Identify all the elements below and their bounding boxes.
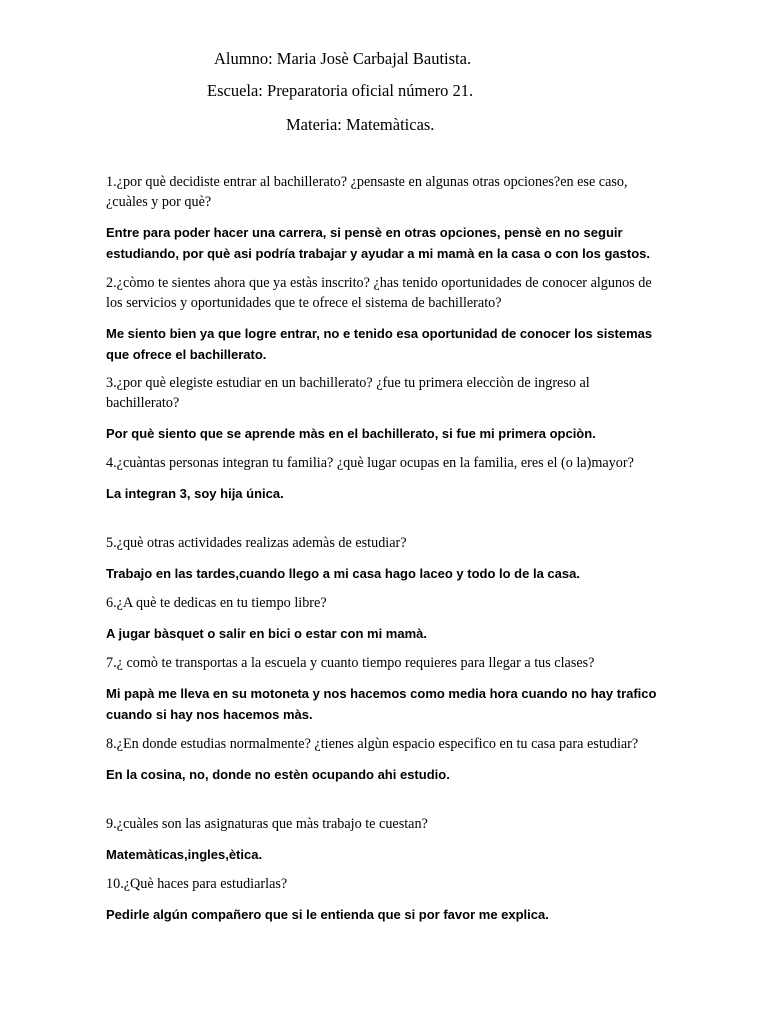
qa-item-4 [106,453,666,504]
question-9: 9.¿cuàles son las asignaturas que màs trabajo te cuestan? [106,816,428,832]
question-5: 5.¿què otras actividades realizas ademàs de estudiar? [106,535,407,551]
answer-3: Por què siento que se aprende màs en el bachillerato, si fue mi primera opciòn. [106,426,596,441]
qa-item-8 [106,734,666,785]
qa-item-1 [106,172,666,264]
qa-item-3 [106,373,666,444]
qa-item-10 [106,874,666,925]
answer-4: La integran 3, soy hija única. [106,486,284,501]
answer-8: En la cosina, no, donde no estèn ocupando ahi estudio. [106,767,450,782]
answer-1: Entre para poder hacer una carrera, si pensè en otras opciones, pensè en no seguir estudiando, por què asi podría trabajar y ayudar a mi mamà en la casa o con los gastos. [106,225,651,261]
question-8: 8.¿En donde estudias normalmente? ¿tienes algùn espacio especifico en tu casa para estudiar? [106,736,639,752]
subject-name: Materia: Matemàticas. [286,115,435,134]
question-10: 10.¿Què haces para estudiarlas? [106,876,288,892]
answer-9: Matemàticas,ingles,ètica. [106,847,263,862]
qa-item-5 [106,533,666,584]
qa-item-6 [106,593,666,644]
school-name: Escuela: Preparatoria oficial número 21. [207,81,474,100]
qa-item-9 [106,814,666,865]
question-1: 1.¿por què decidiste entrar al bachillerato? ¿pensaste en algunas otras opciones?en ese caso, ¿cuàles y por què? [106,174,628,210]
answer-10: Pedirle algún compañero que si le entienda que si por favor me explica. [106,907,549,922]
qa-item-2 [106,273,666,365]
answer-5: Trabajo en las tardes,cuando llego a mi casa hago laceo y todo lo de la casa. [106,566,580,581]
question-2: 2.¿còmo te sientes ahora que ya estàs inscrito? ¿has tenido oportunidades de conocer algunos de los servicios y oportunidades que te ofrece el sistema de bachillerato? [106,275,652,311]
question-4: 4.¿cuàntas personas integran tu familia? ¿què lugar ocupas en la familia, eres el (o la)mayor? [106,455,634,471]
question-7: 7.¿ comò te transportas a la escuela y cuanto tiempo requieres para llegar a tus clases? [106,655,595,671]
answer-2: Me siento bien ya que logre entrar, no e tenido esa oportunidad de conocer los sistemas que ofrece el bachillerato. [106,326,653,362]
answer-6: A jugar bàsquet o salir en bici o estar con mi mamà. [106,626,428,641]
question-6: 6.¿A què te dedicas en tu tiempo libre? [106,595,327,611]
student-name: Alumno: Maria Josè Carbajal Bautista. [214,49,472,68]
answer-7: Mi papà me lleva en su motoneta y nos hacemos como media hora cuando no hay trafico cuando si hay nos hacemos màs. [106,686,657,722]
qa-item-7 [106,653,666,725]
question-3: 3.¿por què elegiste estudiar en un bachillerato? ¿fue tu primera elecciòn de ingreso al bachillerato? [106,375,590,411]
